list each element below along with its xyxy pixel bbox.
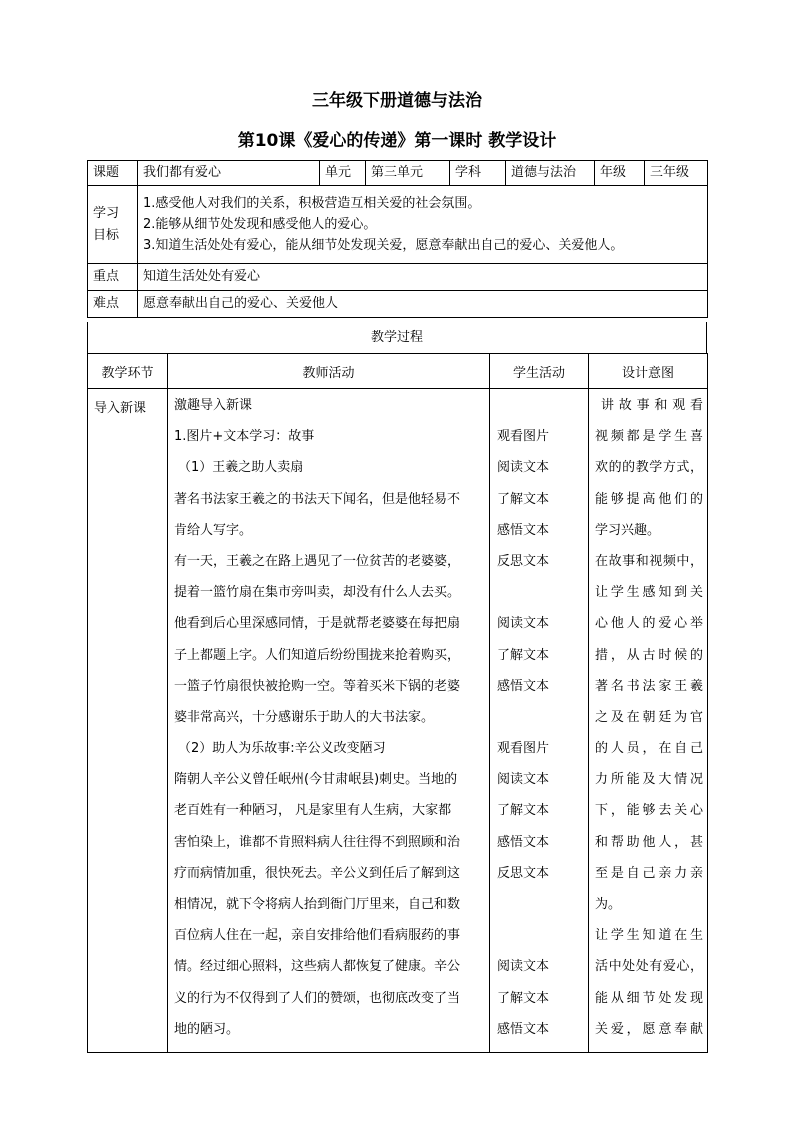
teacher-line: 一篮子竹扇很快被抢购一空。等着买米下锅的老婆 xyxy=(174,678,461,694)
goal-item: 3.知道生活处处有爱心，能从细节处发现关爱，愿意奉献出自己的爱心、关爱他人。 xyxy=(143,238,624,253)
goal-item: 2.能够从细节处发现和感受他人的爱心。 xyxy=(143,217,377,232)
subject-label: 学科 xyxy=(450,161,506,186)
student-line: 阅读文本 xyxy=(497,959,550,975)
goals-label-line1: 学习 xyxy=(93,205,120,221)
topic-row xyxy=(88,161,708,186)
difficulty-label: 难点 xyxy=(88,291,138,318)
student-line xyxy=(490,397,588,428)
student-line: 感悟文本 xyxy=(497,1021,550,1037)
intent-line: 让学生感知到关 xyxy=(595,585,703,601)
intent-line: 讲故事和观看 xyxy=(601,398,703,413)
header-intent: 设计意图 xyxy=(589,354,708,389)
student-cell xyxy=(490,389,589,1053)
key-row xyxy=(88,264,708,291)
student-activity xyxy=(490,389,588,1052)
intent-line: 著名书法家王羲 xyxy=(595,678,703,694)
teacher-line: 害怕染上，谁都不肯照料病人往往得不到照顾和治 xyxy=(174,834,461,850)
teacher-line: 义的行为不仅得到了人们的赞颂，也彻底改变了当 xyxy=(174,990,461,1006)
teacher-line: （2）助人为乐故事:辛公义改变陋习 xyxy=(178,741,386,757)
intent-cell xyxy=(589,389,708,1053)
student-line: 阅读文本 xyxy=(497,460,550,476)
goals-label xyxy=(88,186,138,264)
teacher-line: 疗而病情加重，很快死去。辛公义到任后了解到这 xyxy=(174,865,461,881)
student-line: 感悟文本 xyxy=(497,834,550,850)
teacher-line: （1）王羲之助人卖扇 xyxy=(178,460,304,476)
intent-line: 措，从古时候的 xyxy=(595,647,703,663)
teacher-line: 著名书法家王羲之的书法天下闻名，但是他轻易不 xyxy=(174,491,461,507)
intent-line: 能从细节处发现 xyxy=(595,990,703,1006)
intent-line: 让学生知道在生 xyxy=(595,928,703,944)
stage-label: 导入新课 xyxy=(94,401,147,416)
teacher-line: 婆非常高兴，十分感谢乐于助人的大书法家。 xyxy=(174,709,435,725)
goals-label-line2: 目标 xyxy=(93,227,120,243)
goal-item: 1.感受他人对我们的关系，积极营造互相关爱的社会氛围。 xyxy=(143,196,481,211)
teacher-line: 有一天，王羲之在路上遇见了一位贫苦的老婆婆， xyxy=(174,553,461,569)
key-label: 重点 xyxy=(88,264,138,291)
teacher-line: 老百姓有一种陋习， 凡是家里有人生病，大家都 xyxy=(174,803,452,819)
student-line xyxy=(490,896,588,927)
intent-line: 之及在朝廷为官 xyxy=(595,709,703,725)
student-line: 反思文本 xyxy=(497,553,550,569)
key-value: 知道生活处处有爱心 xyxy=(138,264,708,291)
process-title: 教学过程 xyxy=(87,322,707,354)
header-stage: 教学环节 xyxy=(88,354,168,389)
lesson-title: 第10课《爱心的传递》第一课时 教学设计 xyxy=(237,131,557,151)
student-line: 了解文本 xyxy=(497,803,550,819)
intent-line: 和帮助他人，甚 xyxy=(595,834,703,850)
intent-line: 心他人的爱心举 xyxy=(595,616,703,632)
teacher-line: 相情况，就下令将病人抬到衙门厅里来，自己和数 xyxy=(174,897,461,912)
teacher-line: 他看到后心里深感同情，于是就帮老婆婆在每把扇 xyxy=(174,616,461,632)
teacher-line: 地的陋习。 xyxy=(174,1021,240,1037)
teacher-line: 激趣导入新课 xyxy=(174,398,253,413)
student-line: 阅读文本 xyxy=(497,772,550,788)
student-line: 观看图片 xyxy=(497,741,550,757)
difficulty-row xyxy=(88,291,708,318)
teacher-line: 百位病人住在一起，亲自安排给他们看病服药的事 xyxy=(174,928,461,944)
grade-value: 三年级 xyxy=(645,161,708,186)
intent-line: 欢的的教学方式， xyxy=(595,460,703,476)
student-line: 了解文本 xyxy=(497,491,550,507)
intent-line: 为。 xyxy=(595,897,622,912)
student-line: 观看图片 xyxy=(497,429,550,445)
intent-line: 在故事和视频中， xyxy=(595,553,703,569)
teacher-line: 提着一篮竹扇在集市旁叫卖，却没有什么人去买。 xyxy=(174,585,461,601)
grade-label: 年级 xyxy=(595,161,645,186)
student-line: 了解文本 xyxy=(497,647,550,663)
info-table xyxy=(87,160,708,318)
intent-line: 至是自己亲力亲 xyxy=(595,865,703,881)
topic-label: 课题 xyxy=(88,161,138,186)
student-line: 感悟文本 xyxy=(497,678,550,694)
intent-line: 视频都是学生喜 xyxy=(595,429,703,445)
header-teacher: 教师活动 xyxy=(168,354,490,389)
student-line xyxy=(490,709,588,740)
teacher-line: 1.图片+文本学习：故事 xyxy=(174,429,315,445)
header-student: 学生活动 xyxy=(490,354,589,389)
intent-line: 力所能及大情况 xyxy=(595,772,703,788)
process-table xyxy=(87,353,708,1053)
unit-label: 单元 xyxy=(320,161,366,186)
difficulty-value: 愿意奉献出自己的爱心、关爱他人 xyxy=(138,291,708,318)
process-header-row xyxy=(88,354,708,389)
intent-line: 能够提高他们的 xyxy=(595,491,703,507)
intent-line: 关爱，愿意奉献 xyxy=(595,1021,703,1037)
process-row xyxy=(88,389,708,1053)
intent-line: 学习兴趣。 xyxy=(595,522,661,538)
teacher-line: 肯给人写字。 xyxy=(174,522,253,538)
teacher-line: 隋朝人辛公义曾任岷州(今甘肃岷县)刺史。当地的 xyxy=(174,772,458,788)
student-line xyxy=(490,927,588,958)
student-line: 反思文本 xyxy=(497,865,550,881)
doc-title: 三年级下册道德与法治 xyxy=(312,91,482,111)
intent-line: 活中处处有爱心， xyxy=(595,959,703,975)
teacher-activity xyxy=(168,389,489,1052)
design-intent xyxy=(589,389,707,1052)
goals-content xyxy=(138,186,708,264)
student-line: 感悟文本 xyxy=(497,522,550,538)
student-line xyxy=(490,584,588,615)
intent-line: 下，能够去关心 xyxy=(595,803,703,819)
topic-value: 我们都有爱心 xyxy=(138,161,320,186)
stage-cell xyxy=(88,389,168,1053)
student-line: 了解文本 xyxy=(497,990,550,1006)
unit-value: 第三单元 xyxy=(366,161,450,186)
teacher-line: 情。经过细心照料，这些病人都恢复了健康。辛公 xyxy=(174,959,461,975)
goals-row xyxy=(88,186,708,264)
subject-value: 道德与法治 xyxy=(506,161,595,186)
teacher-line: 子上都题上字。人们知道后纷纷围拢来抢着购买， xyxy=(174,647,461,663)
student-line: 阅读文本 xyxy=(497,616,550,632)
intent-line: 的人员，在自己 xyxy=(595,741,703,757)
teacher-cell xyxy=(168,389,490,1053)
